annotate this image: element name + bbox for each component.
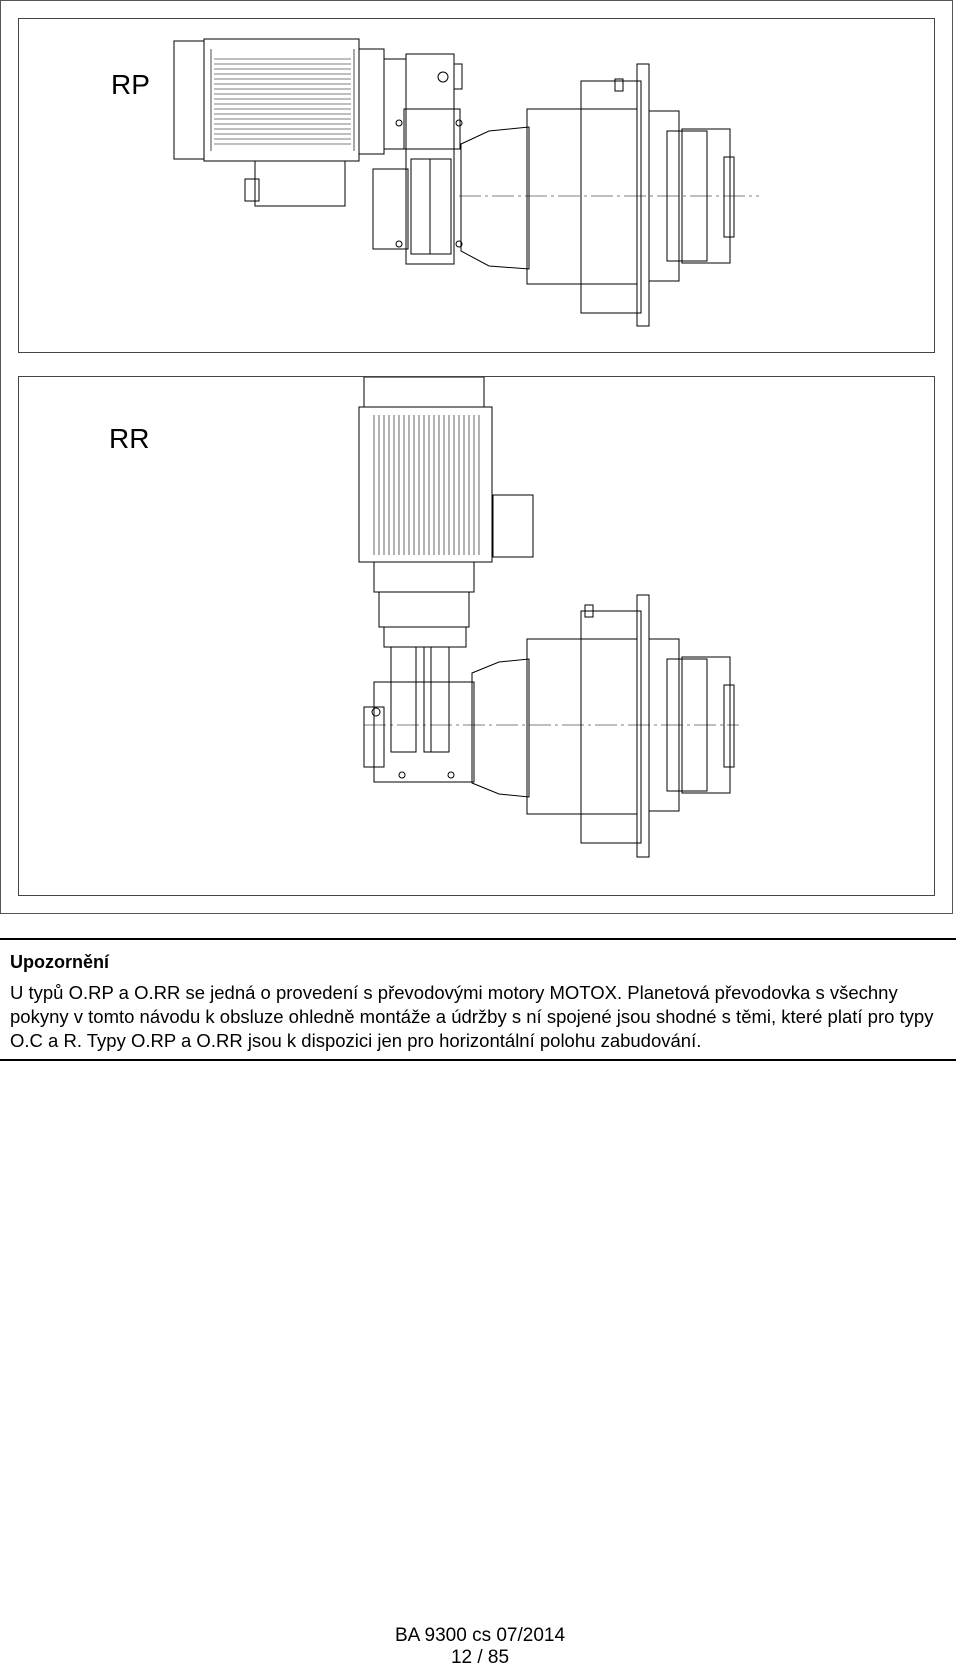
note-title: Upozornění: [10, 952, 109, 972]
document-id: BA 9300 cs 07/2014: [394, 1625, 566, 1646]
rp-drawing: [19, 19, 936, 354]
figure-rr-label: RR: [109, 423, 150, 454]
note-body: U typů O.RP a O.RR se jedná o provedení s převodovými motory MOTOX. Planetová převodovka s všechny pokyny v tomto návodu k obsluze ohledně montáže a údržby s ní spojené jsou shodné s těmi, které platí pro typy O.C a R. Typy O.RP a O.RR jsou k dispozici jen pro horizontální polohu zabudování.: [10, 982, 934, 1051]
page-footer: [0, 1625, 960, 1669]
figure-rp-panel: [18, 18, 935, 353]
note-box: [0, 938, 956, 1061]
figure-rr-panel: [18, 376, 935, 896]
figure-rp-label: RP: [111, 69, 150, 100]
rr-drawing: [19, 377, 936, 897]
page-number: 12 / 85: [450, 1647, 510, 1668]
